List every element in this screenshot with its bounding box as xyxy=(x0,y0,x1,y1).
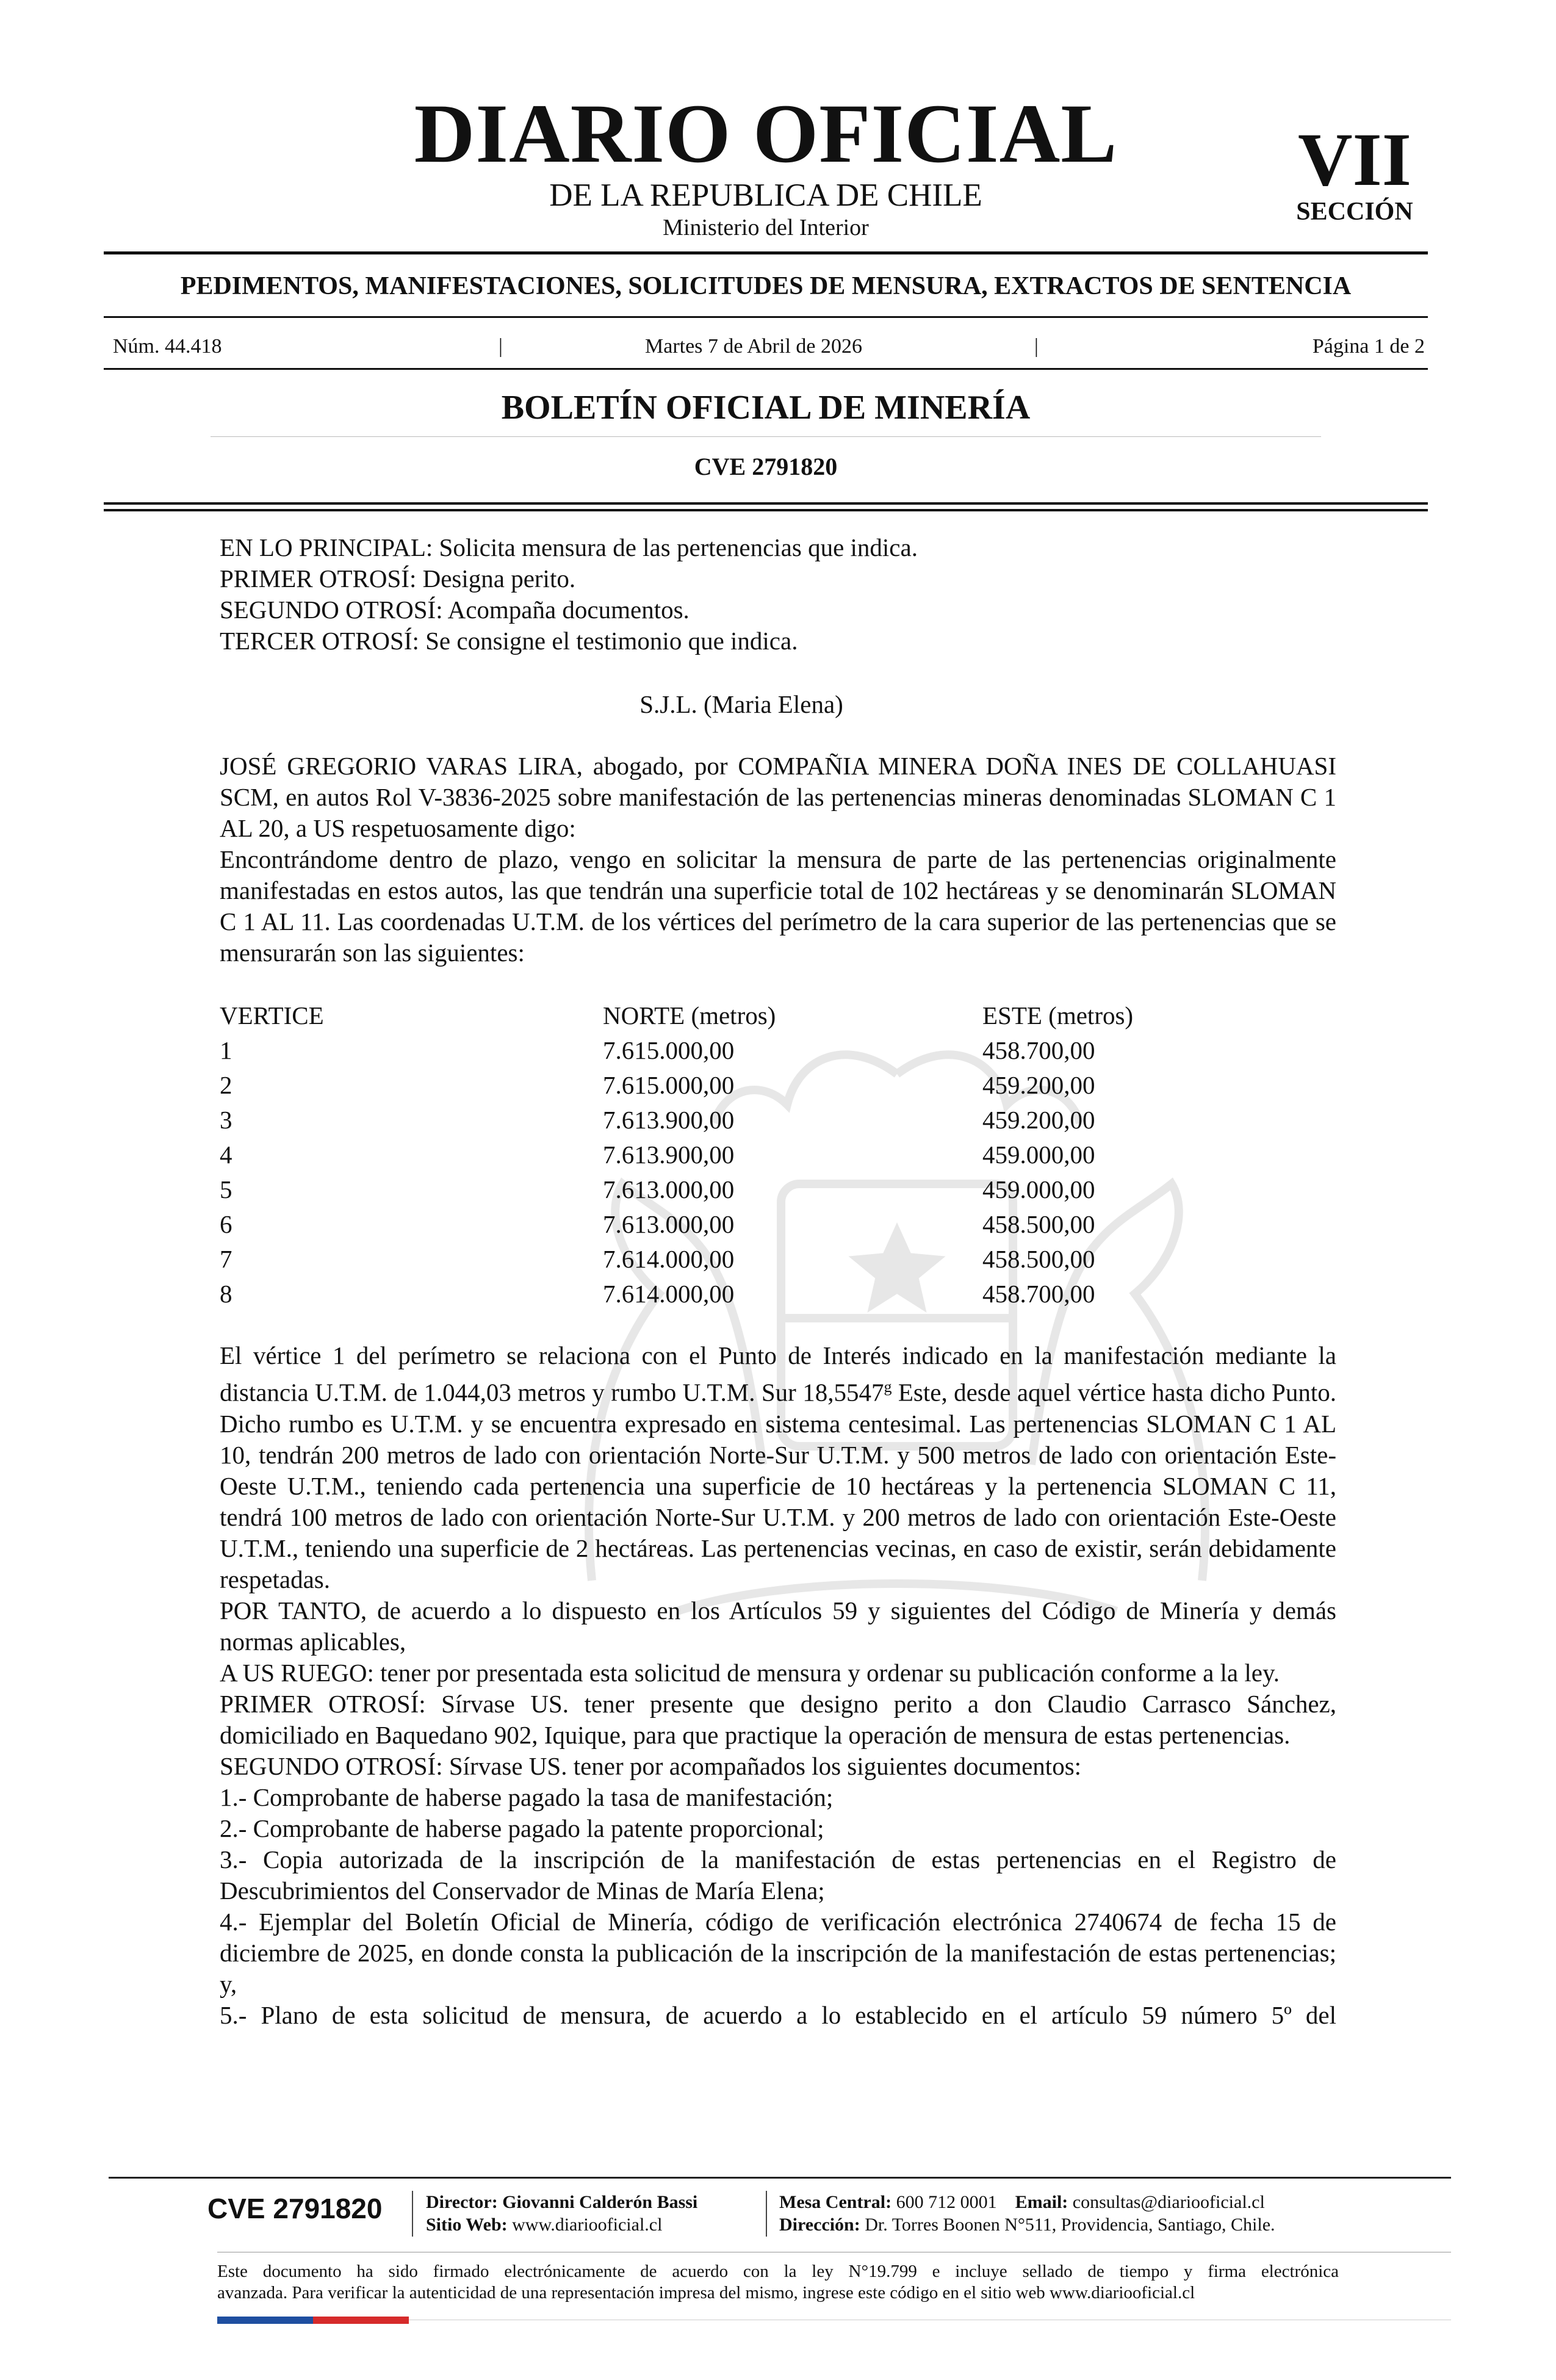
page-info: Página 1 de 2 xyxy=(1312,335,1425,358)
paragraph-request: Encontrándome dentro de plazo, vengo en solicitar la mensura de parte de las pertenencias originalmente manifestadas en estos autos, las que tendrán una superficie total de 102 hectáreas y se denominarán SLOMAN C 1 AL 11. Las coordenadas U.T.M. de los vértices del perímetro de la cara superior de las pertenencias que se mensurarán son las siguientes: xyxy=(220,845,1336,967)
section-word: SECCIÓN xyxy=(1296,198,1413,226)
table-cell: 7.613.000,00 xyxy=(603,1210,735,1238)
list-item: 1.- Comprobante de haberse pagado la tasa de manifestación; xyxy=(220,1783,834,1811)
grad-symbol: g xyxy=(884,1378,892,1396)
table-cell: 459.200,00 xyxy=(982,1071,1095,1099)
paragraph-petitioner: JOSÉ GREGORIO VARAS LIRA, abogado, por COMPAÑIA MINERA DOÑA INES DE COLLAHUASI SCM, en autos Rol V-3836-2025 sobre manifestación de las pertenencias mineras denominadas SLOMAN C 1 AL 20, a US respetuosamente digo: xyxy=(220,752,1336,842)
table-cell: 458.700,00 xyxy=(982,1280,1095,1308)
footer-rule-top xyxy=(109,2177,1451,2179)
table-cell: 7.615.000,00 xyxy=(603,1071,735,1099)
table-cell: 7.613.000,00 xyxy=(603,1175,735,1203)
paragraph-vertex-relation-b: Este, desde aquel vértice hasta dicho Punto. Dicho rumbo es U.T.M. y se encuentra expresado en sistema centesimal. Las pertenencias SLOMAN C 1 AL 10, tendrán 200 metros de lado con orientación Norte-Sur U.T.M. y 500 metros de lado con orientación Este-Oeste U.T.M., teniendo cada pertenencia una superficie de 10 hectáreas y la pertenencia SLOMAN C 11, tendrá 100 metros de lado con orientación Norte-Sur U.T.M. y 200 metros de lado con orientación Este-Oeste U.T.M., teniendo una superficie de 2 hectáreas. Las pertenencias vecinas, en caso de existir, serán debidamente respetadas. xyxy=(220,1378,1337,1593)
table-cell: 458.500,00 xyxy=(982,1245,1095,1273)
paragraph-segundo-otrosi: SEGUNDO OTROSÍ: Sírvase US. tener por acompañados los siguientes documentos: xyxy=(220,1751,1082,1780)
issue-separator-left: | xyxy=(499,335,503,358)
table-row xyxy=(220,1172,1336,1207)
issue-number: Núm. 44.418 xyxy=(113,335,222,358)
table-cell: 458.500,00 xyxy=(982,1210,1095,1238)
table-row xyxy=(220,1277,1336,1311)
list-item: 5.- Plano de esta solicitud de mensura, de acuerdo a lo establecido en el artículo 59 número 5º del xyxy=(220,2000,1336,2029)
paragraph-por-tanto: POR TANTO, de acuerdo a lo dispuesto en los Artículos 59 y siguientes del Código de Minería y demás normas aplicables, xyxy=(220,1596,1336,1656)
email-label: Email: xyxy=(1015,2192,1068,2212)
petition-text xyxy=(220,751,1336,968)
petition-details xyxy=(220,1340,1336,2031)
address-line xyxy=(779,2213,1275,2236)
contact-line xyxy=(779,2191,1275,2213)
email-link[interactable]: consultas@diariooficial.cl xyxy=(1072,2192,1265,2212)
newspaper-title: DIARIO OFICIAL xyxy=(414,87,1118,180)
table-cell: 459.200,00 xyxy=(982,1106,1095,1134)
column-header: NORTE (metros) xyxy=(603,1001,776,1030)
table-cell: 459.000,00 xyxy=(982,1175,1095,1203)
footer-contact-block xyxy=(779,2191,1275,2236)
signature-note-line-2: avanzada. Para verificar la autenticidad de una representación impresa del mismo, ingrese este código en el sitio web www.diariooficial.cl xyxy=(217,2283,1195,2302)
header-rule-3 xyxy=(104,368,1428,370)
flag-stripe-red xyxy=(313,2317,409,2324)
table-cell: 2 xyxy=(220,1071,232,1099)
court-name: S.J.L. (Maria Elena) xyxy=(639,690,843,718)
flag-stripe xyxy=(217,2317,409,2324)
table-row xyxy=(220,1033,1336,1068)
issue-date: Martes 7 de Abril de 2026 xyxy=(645,335,862,358)
table-row xyxy=(220,1103,1336,1138)
column-header: VERTICE xyxy=(220,1001,324,1030)
director-name: Giovanni Calderón Bassi xyxy=(502,2192,698,2212)
list-item: 2.- Comprobante de haberse pagado la patente proporcional; xyxy=(220,1814,824,1842)
address-label: Dirección: xyxy=(779,2215,860,2235)
paragraph-vertex-relation-a: El vértice 1 del perímetro se relaciona con el Punto de Interés indicado en la manifestación mediante la distancia U.T.M. de 1.044,03 metros y rumbo U.T.M. Sur 18,5547 xyxy=(220,1341,1336,1407)
table-cell: 7.613.900,00 xyxy=(603,1106,735,1134)
table-header-row xyxy=(220,998,1336,1033)
table-cell: 8 xyxy=(220,1280,232,1308)
header-rule-4a xyxy=(104,502,1428,505)
intro-line: TERCER OTROSÍ: Se consigne el testimonio que indica. xyxy=(220,627,798,655)
table-row xyxy=(220,1207,1336,1242)
ministry-label: Ministerio del Interior xyxy=(663,215,869,240)
bulletin-underline xyxy=(211,436,1321,437)
paragraph-vertex-relation xyxy=(220,1340,1336,1595)
header-rule-2 xyxy=(104,316,1428,318)
header-rule-1 xyxy=(104,251,1428,254)
intro-line: EN LO PRINCIPAL: Solicita mensura de las pertenencias que indica. xyxy=(220,533,918,561)
header-rule-4b xyxy=(104,509,1428,511)
address-value: Dr. Torres Boonen N°511, Providencia, Santiago, Chile. xyxy=(865,2215,1275,2235)
website-label: Sitio Web: xyxy=(426,2215,508,2235)
table-cell: 459.000,00 xyxy=(982,1141,1095,1169)
footer-divider xyxy=(412,2191,413,2237)
website-line xyxy=(426,2213,697,2236)
intro-line: PRIMER OTROSÍ: Designa perito. xyxy=(220,564,576,593)
column-header: ESTE (metros) xyxy=(982,1001,1134,1030)
section-number: VII xyxy=(1297,118,1412,201)
vertices-table xyxy=(220,998,1336,1311)
table-cell: 7.614.000,00 xyxy=(603,1245,735,1273)
table-cell: 7.613.900,00 xyxy=(603,1141,735,1169)
director-label: Director: xyxy=(426,2192,498,2212)
table-cell: 7.615.000,00 xyxy=(603,1036,735,1064)
paragraph-primer-otrosi: PRIMER OTROSÍ: Sírvase US. tener presente que designo perito a don Claudio Carrasco Sánchez, domiciliado en Baquedano 902, Iquique, para que practique la operación de mensura de estas pertenencias. xyxy=(220,1689,1336,1749)
table-cell: 7.614.000,00 xyxy=(603,1280,735,1308)
bulletin-title: BOLETÍN OFICIAL DE MINERÍA xyxy=(501,389,1031,427)
footer-divider xyxy=(766,2191,767,2237)
intro-line: SEGUNDO OTROSÍ: Acompaña documentos. xyxy=(220,596,690,624)
table-row xyxy=(220,1242,1336,1277)
table-cell: 7 xyxy=(220,1245,232,1273)
list-item: 4.- Ejemplar del Boletín Oficial de Minería, código de verificación electrónica 2740674 de fecha 15 de diciembre de 2025, en donde consta la publicación de la inscripción de la manifestación de estas pertenencias; y, xyxy=(220,1907,1336,1998)
issue-info-row xyxy=(113,334,1425,359)
table-row xyxy=(220,1068,1336,1103)
footer-cve-code: CVE 2791820 xyxy=(207,2193,383,2224)
flag-stripe-blue xyxy=(217,2317,313,2324)
table-cell: 3 xyxy=(220,1106,232,1134)
list-item: 3.- Copia autorizada de la inscripción de la manifestación de estas pertenencias en el Registro de Descubrimientos del Conservador de Minas de María Elena; xyxy=(220,1845,1336,1905)
table-cell: 458.700,00 xyxy=(982,1036,1095,1064)
paragraph-ruego: A US RUEGO: tener por presentada esta solicitud de mensura y ordenar su publicación conforme a la ley. xyxy=(220,1658,1280,1687)
intro-block xyxy=(220,532,1336,657)
table-cell: 5 xyxy=(220,1175,232,1203)
table-cell: 1 xyxy=(220,1036,232,1064)
signature-note-line-1: Este documento ha sido firmado electrónicamente de acuerdo con la ley N°19.799 e incluye sellado de tiempo y firma electrónica xyxy=(217,2262,1339,2281)
director-line xyxy=(426,2191,697,2213)
table-cell: 6 xyxy=(220,1210,232,1238)
table-cell: 4 xyxy=(220,1141,232,1169)
newspaper-subtitle: DE LA REPUBLICA DE CHILE xyxy=(549,178,982,213)
footer-director-block xyxy=(426,2191,697,2236)
phone-label: Mesa Central: xyxy=(779,2192,892,2212)
cve-code: CVE 2791820 xyxy=(694,453,838,480)
issue-separator-right: | xyxy=(1034,335,1039,358)
table-row xyxy=(220,1138,1336,1172)
section-title: PEDIMENTOS, MANIFESTACIONES, SOLICITUDES DE MENSURA, EXTRACTOS DE SENTENCIA xyxy=(180,272,1352,300)
phone-number: 600 712 0001 xyxy=(896,2192,997,2212)
website-link[interactable]: www.diariooficial.cl xyxy=(512,2215,663,2235)
